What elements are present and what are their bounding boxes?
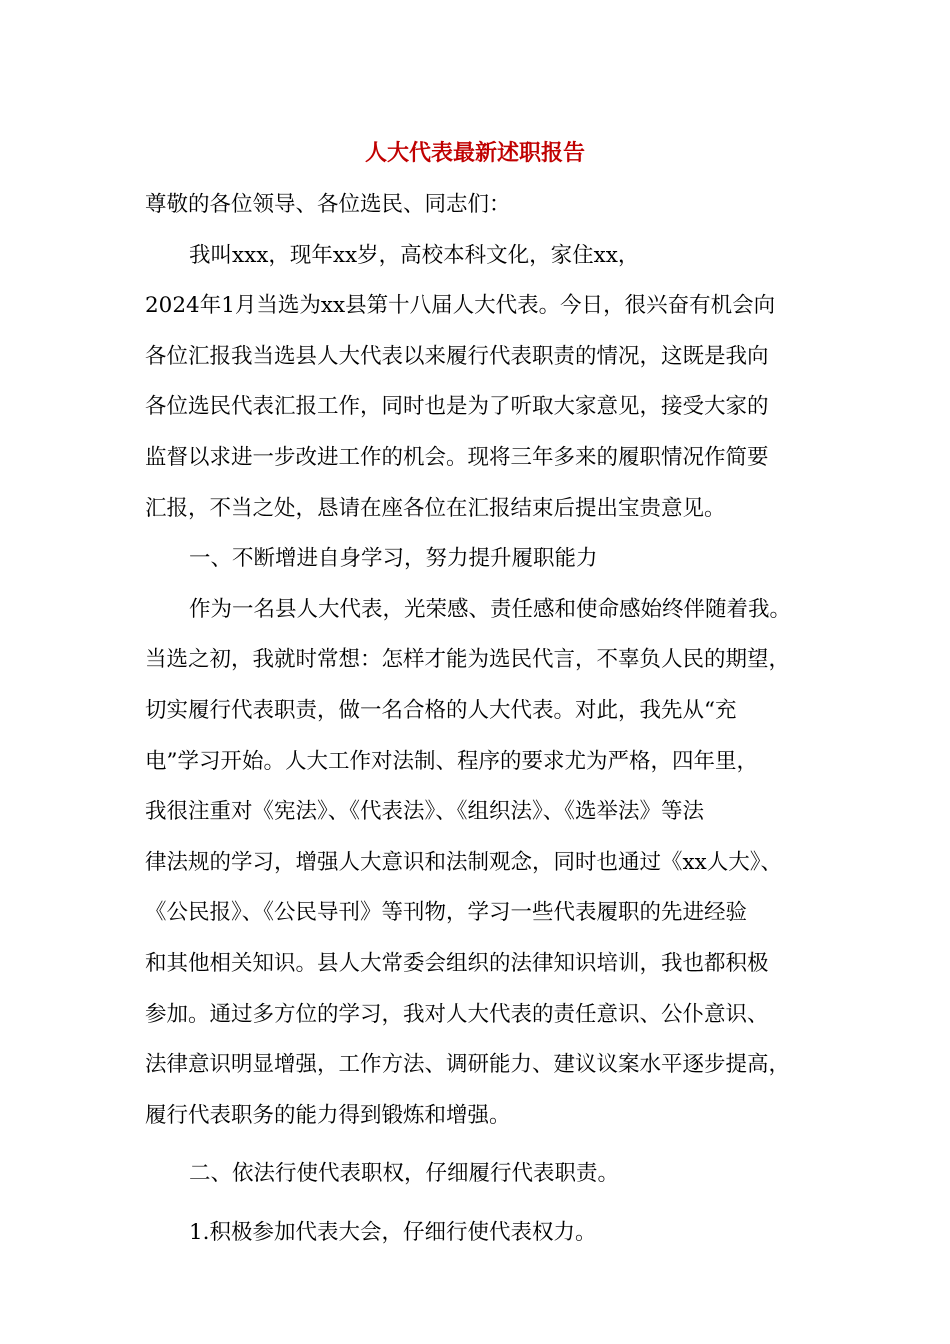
intro-paragraph [145,231,825,535]
section1-line: 电”学习开始。人大工作对法制、程序的要求尤为严格，四年里， [145,748,758,774]
subsection-heading-1: 1.积极参加代表大会，仔细行使代表权力。 [189,1219,597,1245]
intro-line: 监督以求进一步改进工作的机会。现将三年多来的履职情况作简要 [145,444,769,470]
section-heading-1: 一、不断增进自身学习，努力提升履职能力 [189,546,598,572]
section1-line: 当选之初，我就时常想：怎样才能为选民代言，不辜负人民的期望， [145,647,791,673]
document-body [145,180,825,1258]
intro-line: 汇报，不当之处，恳请在座各位在汇报结束后提出宝贵意见。 [145,495,726,521]
section1-line: 法律意识明显增强，工作方法、调研能力、建议议案水平逐步提高， [145,1052,791,1078]
section1-line: 参加。通过多方位的学习，我对人大代表的责任意识、公仆意识、 [145,1001,769,1027]
intro-line: 各位汇报我当选县人大代表以来履行代表职责的情况，这既是我向 [145,343,769,369]
section1-line: 律法规的学习，增强人大意识和法制观念，同时也通过《xx人大》、 [145,849,783,875]
section1-line: 和其他相关知识。县人大常委会组织的法律知识培训，我也都积极 [145,950,769,976]
section1-line: 我很注重对《宪法》、《代表法》、《组织法》、《选举法》等法 [145,799,705,825]
section-heading-2: 二、依法行使代表职权，仔细履行代表职责。 [189,1161,620,1187]
intro-line: 各位选民代表汇报工作，同时也是为了听取大家意见，接受大家的 [145,394,769,420]
document-title: 人大代表最新述职报告 [364,140,585,166]
section1-line: 切实履行代表职责，做一名合格的人大代表。对此，我先从“充 [145,697,737,723]
intro-line: 我叫xxx，现年xx岁，高校本科文化，家住xx， [189,242,640,268]
section1-line: 履行代表职务的能力得到锻炼和增强。 [145,1102,511,1128]
section1-paragraph [145,585,825,1142]
salutation: 尊敬的各位领导、各位选民、同志们： [145,192,511,217]
intro-line: 2024年1月当选为xx县第十八届人大代表。今日，很兴奋有机会向 [145,293,776,319]
section1-line: 《公民报》、《公民导刊》等刊物，学习一些代表履职的先进经验 [145,900,748,926]
section1-line: 作为一名县人大代表，光荣感、责任感和使命感始终伴随着我。 [189,596,792,622]
